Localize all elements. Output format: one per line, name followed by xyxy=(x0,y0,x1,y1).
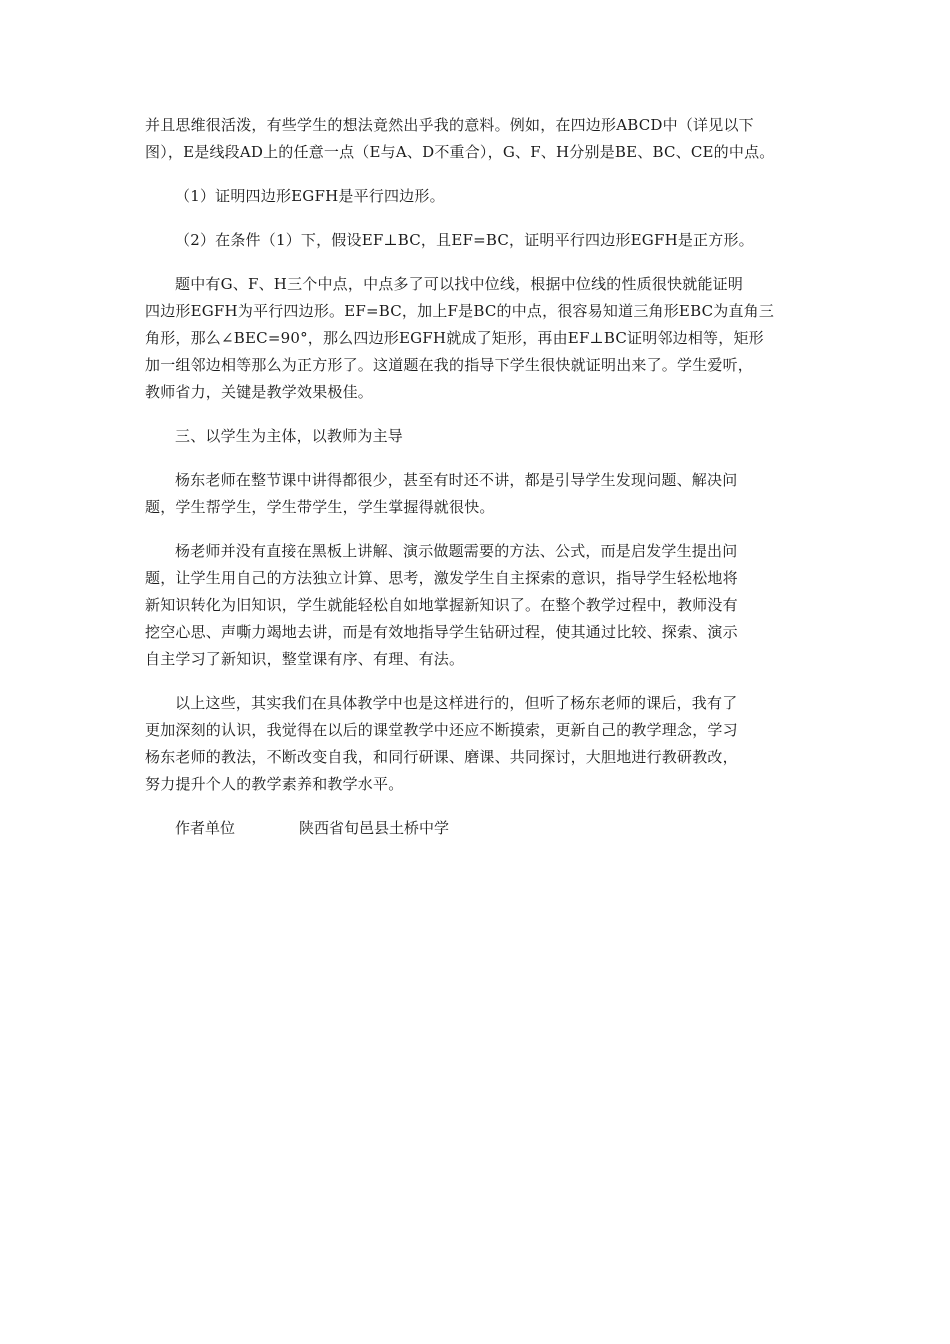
text-line: 杨东老师的教法，不断改变自我，和同行研课、磨课、共同探讨，大胆地进行教研教改， xyxy=(145,748,738,766)
paragraph-spacer xyxy=(145,798,805,815)
section-heading-3 xyxy=(145,423,805,450)
paragraph-5 xyxy=(145,690,805,798)
text-line: 自主学习了新知识，整堂课有序、有理、有法。 xyxy=(145,650,465,668)
text-line: 教师省力，关键是教学效果极佳。 xyxy=(145,383,374,401)
document-page xyxy=(145,112,805,842)
question-1 xyxy=(145,183,805,210)
text-line: 题，让学生用自己的方法独立计算、思考，激发学生自主探索的意识，指导学生轻松地将 xyxy=(145,569,738,587)
text-line: （2）在条件（1）下，假设EF⊥BC，且EF=BC，证明平行四边形EGFH是正方形。 xyxy=(175,231,754,249)
text-line: 四边形EGFH为平行四边形。EF=BC，加上F是BC的中点，很容易知道三角形EBC为直角三 xyxy=(145,302,775,320)
paragraph-spacer xyxy=(145,450,805,467)
text-line: 努力提升个人的教学素养和教学水平。 xyxy=(145,775,404,793)
paragraph-spacer xyxy=(145,166,805,183)
paragraph-spacer xyxy=(145,210,805,227)
text-line: 更加深刻的认识，我觉得在以后的课堂教学中还应不断摸索，更新自己的教学理念，学习 xyxy=(145,721,738,739)
section-heading: 三、以学生为主体，以教师为主导 xyxy=(175,427,404,445)
author-affiliation xyxy=(145,815,805,842)
text-line: 新知识转化为旧知识，学生就能轻松自如地掌握新知识了。在整个教学过程中，教师没有 xyxy=(145,596,738,614)
text-line: 图），E是线段AD上的任意一点（E与A、D不重合），G、F、H分别是BE、BC、CE的中点。 xyxy=(145,143,775,161)
question-2 xyxy=(145,227,805,254)
paragraph-spacer xyxy=(145,521,805,538)
paragraph-spacer xyxy=(145,673,805,690)
text-line: 杨老师并没有直接在黑板上讲解、演示做题需要的方法、公式，而是启发学生提出问 xyxy=(175,542,738,560)
text-line: 题，学生帮学生，学生带学生，学生掌握得就很快。 xyxy=(145,498,495,516)
text-line: 挖空心思、声嘶力竭地去讲，而是有效地指导学生钻研过程，使其通过比较、探索、演示 xyxy=(145,623,738,641)
author-label: 作者单位 xyxy=(175,819,236,837)
paragraph-intro xyxy=(145,112,805,166)
text-line: 以上这些，其实我们在具体教学中也是这样进行的，但听了杨东老师的课后，我有了 xyxy=(175,694,738,712)
paragraph-spacer xyxy=(145,406,805,423)
text-line: 题中有G、F、H三个中点，中点多了可以找中位线，根据中位线的性质很快就能证明 xyxy=(175,275,744,293)
paragraph-spacer xyxy=(145,254,805,271)
author-value: 陕西省旬邑县土桥中学 xyxy=(299,819,450,837)
paragraph-4 xyxy=(145,538,805,673)
text-line: 杨东老师在整节课中讲得都很少，甚至有时还不讲，都是引导学生发现问题、解决问 xyxy=(175,471,738,489)
paragraph-solution xyxy=(145,271,805,406)
text-line: （1）证明四边形EGFH是平行四边形。 xyxy=(175,187,445,205)
paragraph-3 xyxy=(145,467,805,521)
text-line: 加一组邻边相等那么为正方形了。这道题在我的指导下学生很快就证明出来了。学生爱听， xyxy=(145,356,754,374)
text-line: 角形，那么∠BEC=90°，那么四边形EGFH就成了矩形，再由EF⊥BC证明邻边相等，矩形 xyxy=(145,329,764,347)
text-line: 并且思维很活泼，有些学生的想法竟然出乎我的意料。例如，在四边形ABCD中（详见以下 xyxy=(145,116,754,134)
